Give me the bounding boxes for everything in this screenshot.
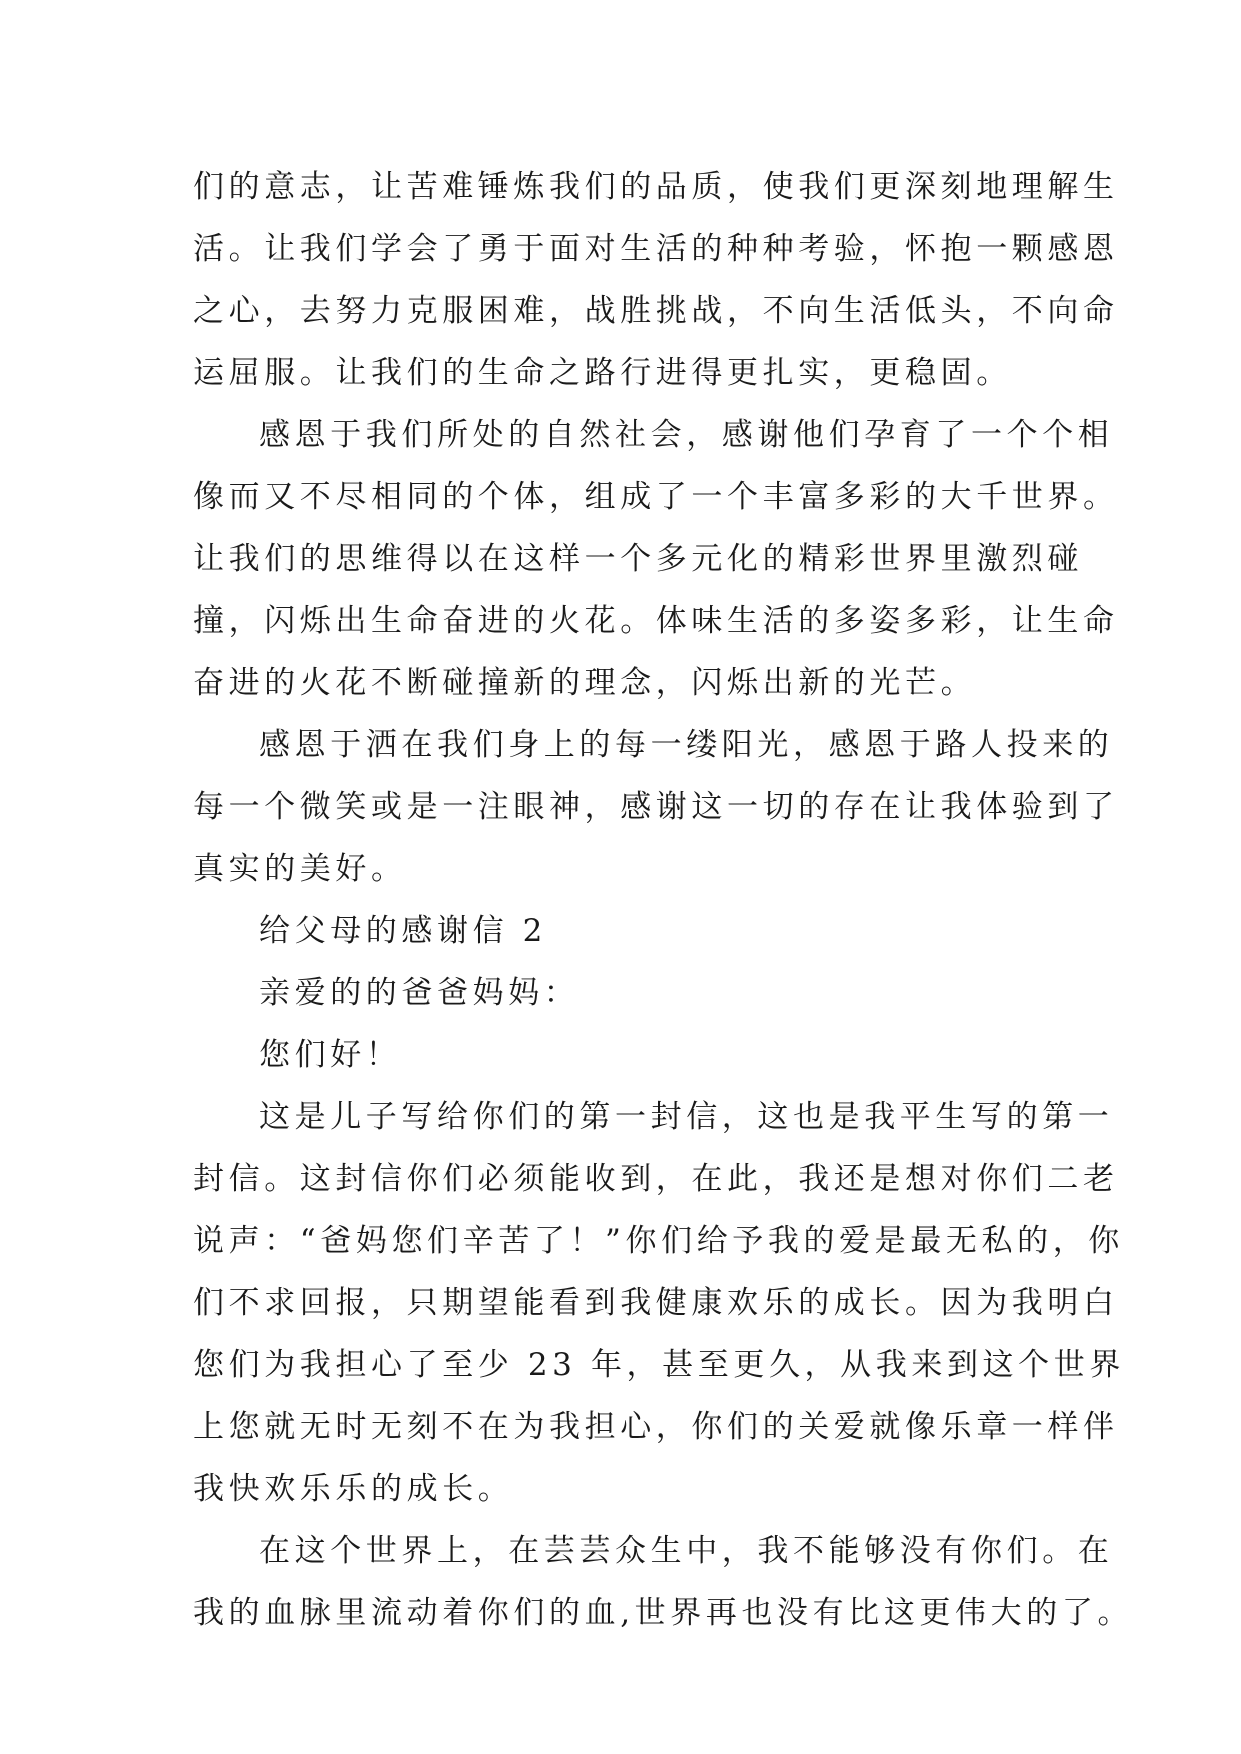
letter-greeting: [193, 1024, 1063, 1086]
text-line: 们不求回报，只期望能看到我健康欢乐的成长。因为我明白: [193, 1285, 1119, 1321]
text-line: 您们好！: [259, 1037, 402, 1073]
letter-title: [193, 900, 1063, 962]
text-line: 上您就无时无刻不在为我担心，你们的关爱就像乐章一样伴: [193, 1409, 1119, 1445]
paragraph-3: [193, 714, 1119, 900]
text-line: 感恩于我们所处的自然社会，感谢他们孕育了一个个相: [259, 417, 1114, 453]
paragraph-1: [193, 156, 1119, 404]
document-body: [193, 156, 1134, 1644]
letter-salutation: [193, 962, 1063, 1024]
paragraph-2: [193, 404, 1119, 714]
text-line: 让我们的思维得以在这样一个多元化的精彩世界里激烈碰: [193, 541, 1083, 577]
text-line: 撞，闪烁出生命奋进的火花。体味生活的多姿多彩，让生命: [193, 603, 1119, 639]
text-line: 您们为我担心了至少 23 年，甚至更久，从我来到这个世界: [193, 1347, 1125, 1383]
text-line: 们的意志，让苦难锤炼我们的品质，使我们更深刻地理解生: [193, 169, 1119, 205]
text-line: 奋进的火花不断碰撞新的理念，闪烁出新的光芒。: [193, 665, 977, 701]
text-line: 封信。这封信你们必须能收到，在此，我还是想对你们二老: [193, 1161, 1119, 1197]
text-line: 亲爱的的爸爸妈妈：: [259, 975, 580, 1011]
paragraph-7: [193, 1086, 1125, 1520]
text-line: 真实的美好。: [193, 851, 407, 887]
text-line: 运屈服。让我们的生命之路行进得更扎实，更稳固。: [193, 355, 1012, 391]
text-line: 在这个世界上，在芸芸众生中，我不能够没有你们。在: [259, 1533, 1114, 1569]
text-line: 每一个微笑或是一注眼神，感谢这一切的存在让我体验到了: [193, 789, 1119, 825]
text-line: 给父母的感谢信 2: [259, 913, 547, 949]
text-line: 像而又不尽相同的个体，组成了一个丰富多彩的大千世界。: [193, 479, 1119, 515]
text-line: 活。让我们学会了勇于面对生活的种种考验，怀抱一颗感恩: [193, 231, 1119, 267]
text-line: 我快欢乐乐的成长。: [193, 1471, 514, 1507]
text-line: 感恩于洒在我们身上的每一缕阳光，感恩于路人投来的: [259, 727, 1114, 763]
text-line: 我的血脉里流动着你们的血,世界再也没有比这更伟大的了。: [193, 1595, 1134, 1631]
text-line: 之心，去努力克服困难，战胜挑战，不向生活低头，不向命: [193, 293, 1119, 329]
text-line: 说声：“爸妈您们辛苦了！”你们给予我的爱是最无私的，你: [193, 1223, 1124, 1259]
paragraph-8: [193, 1520, 1134, 1644]
text-line: 这是儿子写给你们的第一封信，这也是我平生写的第一: [259, 1099, 1114, 1135]
